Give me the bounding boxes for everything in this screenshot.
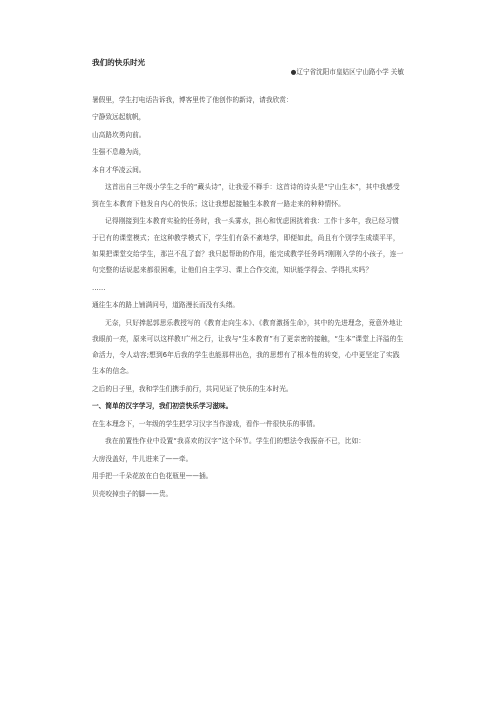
poem-line: 宁静致远起航帆， <box>92 113 146 122</box>
paragraph: 记得刚接到生本教育实验的任务时，我一头雾水，担心和忧虑困扰着我：工作十多年，我已经习惯于已有的课堂模式；在这种教学模式下，学生们有条不紊地学，即便如此，尚且有个别学生成绩平平，如果把课堂交给学生，那岂不乱了套？我只起帮助的作用，能完成教学任务吗?刚刚入学的小孩子，连一句完整的话说起来都很困难，让他们自主学习、课上合作交流，知识能学得会、学得扎实吗？ <box>92 217 404 275</box>
example-line: 贝壳咬掉虫子的脚——贵。 <box>92 489 173 498</box>
paragraph: 无奈，只好捧起郭思乐教授写的《教育走向生本》、《教育激扬生命》，其中的先进理念，竟意外地让我眼前一亮，原来可以这样教!广州之行，让我与“生本教育”有了更亲密的接触，“生本”课堂上洋溢的生命活力，令人动容;想到6年后我的学生也能那样出色，我的思想有了根本性的转变，心中更坚定了实践生本的信念。 <box>92 318 404 376</box>
paragraph: 之后的日子里，我和学生们携手前行，共同见证了快乐的生本时光。 <box>92 384 293 393</box>
article-author: ●辽宁省沈阳市皇姑区宁山路小学 关敏 <box>290 68 404 76</box>
paragraph: 通往生本的路上铺满问号，道路漫长而没有头绪。 <box>92 301 240 310</box>
poem-line: 本自才华凌云间。 <box>92 165 146 174</box>
paragraph: 这首出自三年级小学生之手的“藏头诗”，让我爱不释手：这首诗的诗头是“宁山生本”，其中我感受到在生本教育下他发自内心的快乐；这让我想起接触生本教育一路走来的种种情怀。 <box>92 183 400 208</box>
paragraph: 我在前置性作业中设置“我喜欢的汉字”这个环节。学生们的想法令我振奋不已，比如： <box>105 437 366 446</box>
section-heading: 一、简单的汉字学习，我们初尝快乐学习滋味。 <box>92 402 233 411</box>
document-page <box>92 57 404 503</box>
example-line: 大房没盖好，牛儿进来了——牵。 <box>92 454 193 463</box>
poem-line: 山高路坎勇向前。 <box>92 130 146 139</box>
example-line: 用手把一千朵花放在白色花瓶里——插。 <box>92 472 213 481</box>
ellipsis: …… <box>92 283 106 292</box>
paragraph: 在生本理念下，一年级的学生把学习汉字当作游戏，看作一件很快乐的事情。 <box>92 419 320 428</box>
article-title: 我们的快乐时光 <box>92 58 146 67</box>
poem-line: 生强不息趣为尚， <box>92 148 146 157</box>
paragraph: 暑假里，学生打电话告诉我，博客里传了他创作的新诗，请我欣赏： <box>92 96 293 104</box>
